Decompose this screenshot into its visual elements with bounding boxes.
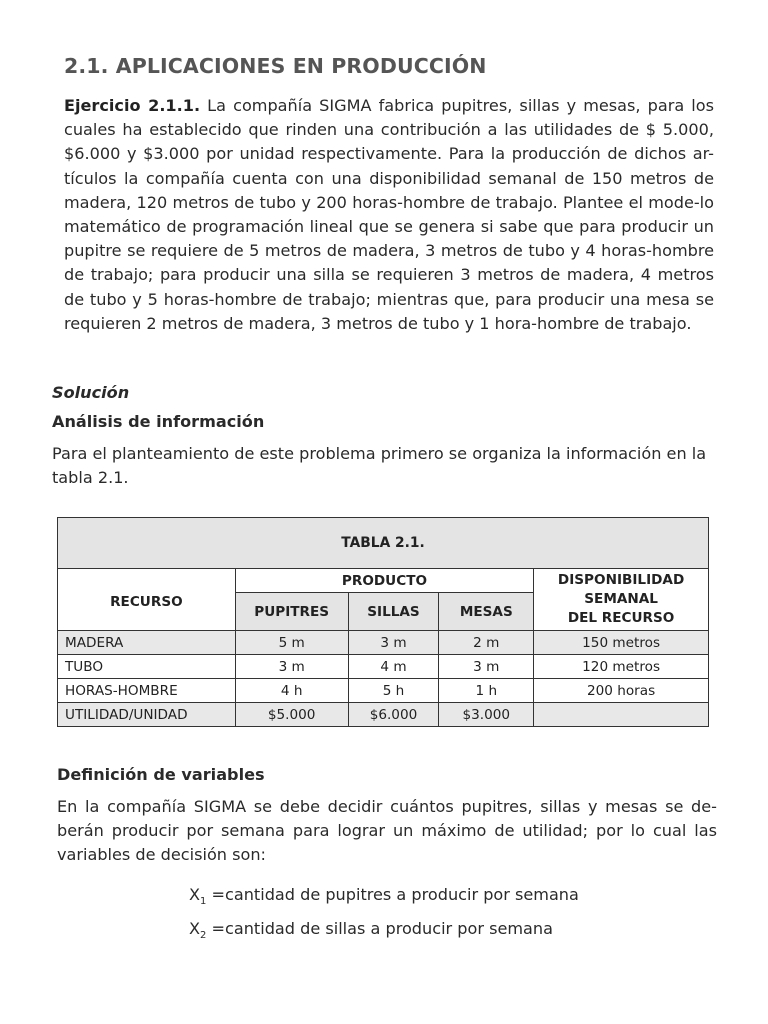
table-cell: TUBO — [58, 655, 236, 679]
exercise-label: Ejercicio 2.1.1. — [64, 96, 201, 115]
table-cell: 5 h — [348, 679, 439, 703]
product-header: MESAS — [439, 593, 534, 631]
table-row — [58, 655, 709, 679]
variable-subscript: 1 — [200, 896, 207, 908]
table-cell: HORAS-HOMBRE — [58, 679, 236, 703]
exercise-paragraph — [64, 94, 714, 336]
table-cell: 5 m — [235, 631, 348, 655]
table-cell: 3 m — [348, 631, 439, 655]
variable-symbol: X — [189, 885, 201, 904]
analysis-text: Para el planteamiento de este problema primero se organiza la información en la tabla 2.1. — [52, 444, 707, 487]
definition-heading: Definición de variables — [57, 765, 265, 784]
table-cell: UTILIDAD/UNIDAD — [58, 703, 236, 727]
variable-definition: =cantidad de pupitres a producir por semana — [206, 885, 579, 904]
disponibilidad-header — [534, 569, 709, 631]
table-cell: 4 h — [235, 679, 348, 703]
table-cell: 120 metros — [534, 655, 709, 679]
product-header: SILLAS — [348, 593, 439, 631]
table-cell: 1 h — [439, 679, 534, 703]
table-cell: 150 metros — [534, 631, 709, 655]
resource-table — [57, 517, 709, 727]
definition-text: En la compañía SIGMA se debe decidir cuántos pupitres, sillas y mesas se de-berán producir por semana para lograr un máximo de utilidad; por lo cual las variables de decisión son: — [57, 797, 717, 865]
table-cell: 200 horas — [534, 679, 709, 703]
table-cell: 3 m — [439, 655, 534, 679]
table-cell: $5.000 — [235, 703, 348, 727]
solution-heading: Solución — [52, 383, 130, 402]
variable-definition: =cantidad de sillas a producir por semana — [206, 919, 553, 938]
table-cell: MADERA — [58, 631, 236, 655]
variable-symbol: X — [189, 919, 201, 938]
section-title: 2.1. APLICACIONES EN PRODUCCIÓN — [64, 54, 487, 78]
analysis-heading: Análisis de información — [52, 412, 265, 431]
exercise-text: La compañía SIGMA fabrica pupitres, sillas y mesas, para los cuales ha establecido que rinden una contribución a las utilidades de $ 5.000, $6.000 y $3.000 por unidad respectivamente. Para la producción de dichos ar-tículos la compañía cuenta con una disponibilidad semanal de 150 metros de madera, 120 metros de tubo y 200 horas-hombre de trabajo. Plantee el mode-lo matemático de programación lineal que se genera si sabe que para producir un pupitre se requiere de 5 metros de madera, 3 metros de tubo y 4 horas-hombre de trabajo; para producir una silla se requieren 3 metros de madera, 4 metros de tubo y 5 horas-hombre de trabajo; mientras que, para producir una mesa se requieren 2 metros de madera, 3 metros de tubo y 1 hora-hombre de trabajo. — [64, 96, 714, 333]
disponibilidad-line: DISPONIBILIDAD — [557, 572, 685, 588]
recurso-header: RECURSO — [58, 569, 236, 631]
disponibilidad-line: DEL RECURSO — [567, 610, 675, 626]
table-cell: 4 m — [348, 655, 439, 679]
table-row — [58, 679, 709, 703]
variable-x1 — [189, 885, 579, 907]
table-cell: $6.000 — [348, 703, 439, 727]
table-row — [58, 631, 709, 655]
table-cell — [534, 703, 709, 727]
table-cell: 3 m — [235, 655, 348, 679]
producto-header: PRODUCTO — [235, 569, 533, 593]
table-title: TABLA 2.1. — [58, 518, 709, 569]
disponibilidad-line: SEMANAL — [584, 591, 658, 607]
table-cell: $3.000 — [439, 703, 534, 727]
product-header: PUPITRES — [235, 593, 348, 631]
variable-x2 — [189, 919, 553, 941]
variable-subscript: 2 — [200, 930, 207, 942]
table-cell: 2 m — [439, 631, 534, 655]
table-row — [58, 703, 709, 727]
